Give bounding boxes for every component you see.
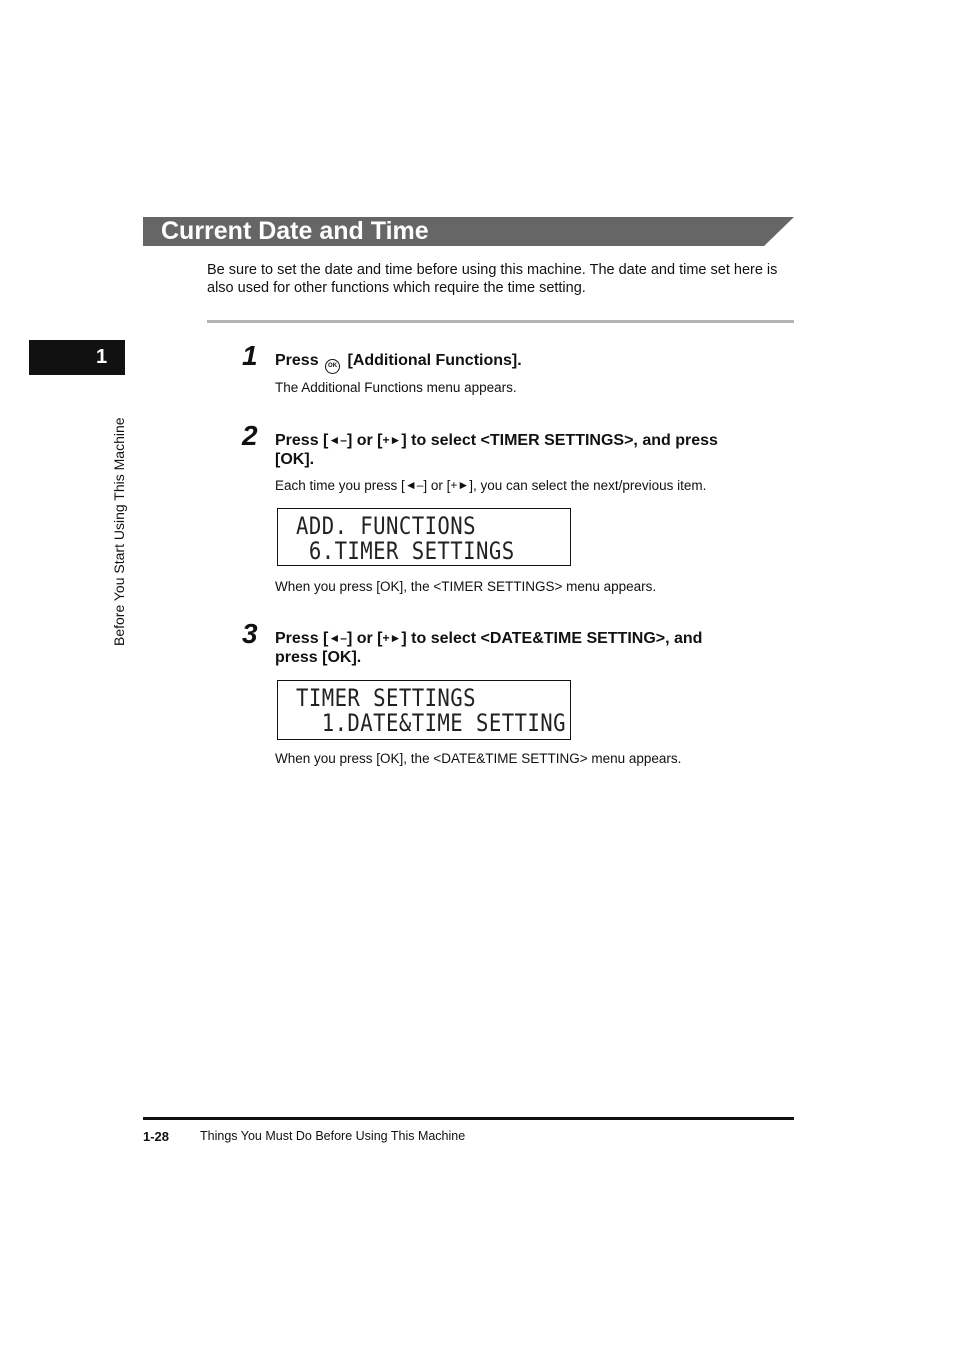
lcd-line-2: 1.DATE&TIME SETTING bbox=[296, 709, 566, 737]
footer-divider bbox=[143, 1117, 794, 1120]
step-3-heading bbox=[275, 629, 702, 648]
page-title: Current Date and Time bbox=[161, 217, 429, 245]
step-1-head-pre: Press bbox=[275, 352, 319, 369]
page-number: 1-28 bbox=[143, 1129, 170, 1144]
step-1-heading bbox=[275, 351, 522, 374]
step-number: 3 bbox=[242, 618, 258, 649]
minus-key-icon: ◄– bbox=[404, 478, 424, 492]
step-3-head-b: ] or [ bbox=[346, 630, 383, 647]
lcd-line-1: TIMER SETTINGS bbox=[296, 684, 476, 712]
chapter-tab bbox=[29, 340, 125, 375]
intro-divider bbox=[207, 320, 794, 323]
step-2-note bbox=[275, 477, 706, 494]
ok-button-icon: OK bbox=[325, 359, 340, 374]
step-3-after-note: When you press [OK], the <DATE&TIME SETTING> menu appears. bbox=[275, 751, 682, 766]
chapter-number: 1 bbox=[96, 346, 108, 368]
step-2-note-c: ], you can select the next/previous item. bbox=[469, 478, 707, 493]
lcd-display bbox=[277, 508, 571, 566]
step-3-head-a: Press [ bbox=[275, 630, 329, 647]
plus-key-icon: +► bbox=[450, 478, 470, 492]
plus-key-icon: +► bbox=[382, 433, 402, 447]
step-2-heading bbox=[275, 431, 718, 450]
step-2-note-a: Each time you press [ bbox=[275, 478, 405, 493]
step-1-note: The Additional Functions menu appears. bbox=[275, 380, 517, 395]
footer-title: Things You Must Do Before Using This Machine bbox=[200, 1129, 466, 1143]
plus-key-icon: +► bbox=[382, 631, 402, 645]
lcd-line-2: 6.TIMER SETTINGS bbox=[296, 537, 515, 565]
lcd-line-1: ADD. FUNCTIONS bbox=[296, 512, 476, 540]
intro-paragraph: Be sure to set the date and time before using this machine. The date and time set here is also used for other functions which require the time setting. bbox=[207, 262, 778, 296]
step-2-head-b: ] or [ bbox=[346, 432, 383, 449]
step-1-head-post: [Additional Functions]. bbox=[347, 352, 522, 369]
minus-key-icon: ◄– bbox=[328, 631, 347, 645]
step-3-heading-line2: press [OK]. bbox=[275, 649, 362, 666]
step-2-note-b: ] or [ bbox=[423, 478, 451, 493]
minus-key-icon: ◄– bbox=[328, 433, 347, 447]
step-2-head-a: Press [ bbox=[275, 432, 329, 449]
step-2-after-note: When you press [OK], the <TIMER SETTINGS> menu appears. bbox=[275, 579, 657, 594]
step-2-head-c: ] to select <TIMER SETTINGS>, and press bbox=[401, 432, 718, 449]
lcd-display bbox=[277, 680, 571, 740]
step-number: 2 bbox=[242, 420, 258, 451]
step-3-head-c: ] to select <DATE&TIME SETTING>, and bbox=[401, 630, 703, 647]
step-number: 1 bbox=[242, 340, 258, 371]
step-2-heading-line2: [OK]. bbox=[275, 451, 315, 468]
chapter-caption: Before You Start Using This Machine bbox=[111, 417, 127, 646]
